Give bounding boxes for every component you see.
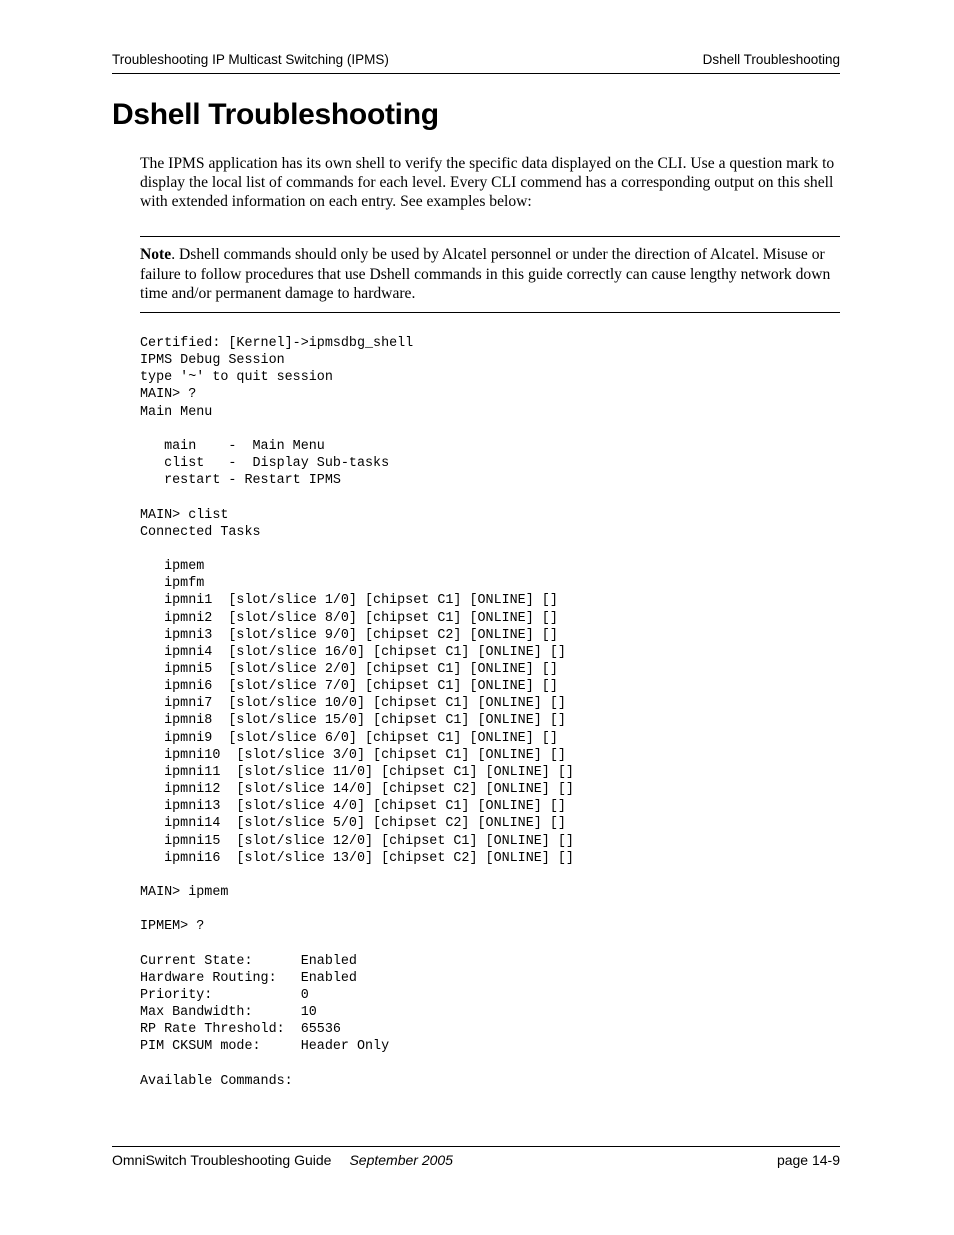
note-text bbox=[140, 245, 845, 304]
intro-paragraph: The IPMS application has its own shell to verify the specific data displayed on the CLI. Use a question mark to display the local list of commands for each level. Every CLI commend has a corresponding output on this shell with extended information on each entry. See examples below: bbox=[140, 155, 835, 210]
footer-guide: OmniSwitch Troubleshooting Guide bbox=[112, 1152, 332, 1168]
header-chapter: Troubleshooting IP Multicast Switching (IPMS) bbox=[112, 52, 389, 67]
footer-left bbox=[112, 1152, 453, 1168]
note-label: Note bbox=[140, 246, 172, 263]
header-section: Dshell Troubleshooting bbox=[702, 52, 840, 67]
footer-page-number: page 14-9 bbox=[776, 1152, 840, 1168]
page-footer bbox=[112, 1146, 840, 1168]
code-listing: Certified: [Kernel]->ipmsdbg_shell IPMS Debug Session type '~' to quit session MAIN> ? Main Menu main - Main Menu clist - Display Sub-tasks restart - Restart IPMS MAIN> clist Connected Tasks ipmem ipmfm ipmni1 [slot/slice 1/0] [chipset C1] [ONLINE] [] ipmni2 [slot/slice 8/0] [chipset C1] [ONLINE] [] ipmni3 [slot/slice 9/0] [chipset C2] [ONLINE] [] ipmni4 [slot/slice 16/0] [chipset C1] [ONLINE] [] ipmni5 [slot/slice 2/0] [chipset C1] [ONLINE] [] ipmni6 [slot/slice 7/0] [chipset C1] [ONLINE] [] ipmni7 [slot/slice 10/0] [chipset C1] [ONLINE] [] ipmni8 [slot/slice 15/0] [chipset C1] [ONLINE] [] ipmni9 [slot/slice 6/0] [chipset C1] [ONLINE] [] ipmni10 [slot/slice 3/0] [chipset C1] [ONLINE] [] ipmni11 [slot/slice 11/0] [chipset C1] [ONLINE] [] ipmni12 [slot/slice 14/0] [chipset C2] [ONLINE] [] ipmni13 [slot/slice 4/0] [chipset C1] [ONLINE] [] ipmni14 [slot/slice 5/0] [chipset C2] [ONLINE] [] ipmni15 [slot/slice 12/0] [chipset C1] [ONLINE] [] ipmni16 [slot/slice 13/0] [chipset C2] [ONLINE] [] MAIN> ipmem IPMEM> ? Current State: Enabled Hardware Routing: Enabled Priority: 0 Max Bandwidth: 10 RP Rate Threshold: 65536 PIM CKSUM mode: Header Only Available Commands: bbox=[140, 336, 574, 1089]
footer-date: September 2005 bbox=[349, 1152, 453, 1168]
note-body: . Dshell commands should only be used by Alcatel personnel or under the direction of Alcatel. Misuse or failure to follow procedures that use Dshell commands in this guide correctly can cause lengthy network down time and/or permanent damage to hardware. bbox=[140, 246, 831, 302]
note-box bbox=[140, 236, 840, 313]
page-header bbox=[112, 51, 840, 74]
page-title: Dshell Troubleshooting bbox=[112, 98, 439, 131]
